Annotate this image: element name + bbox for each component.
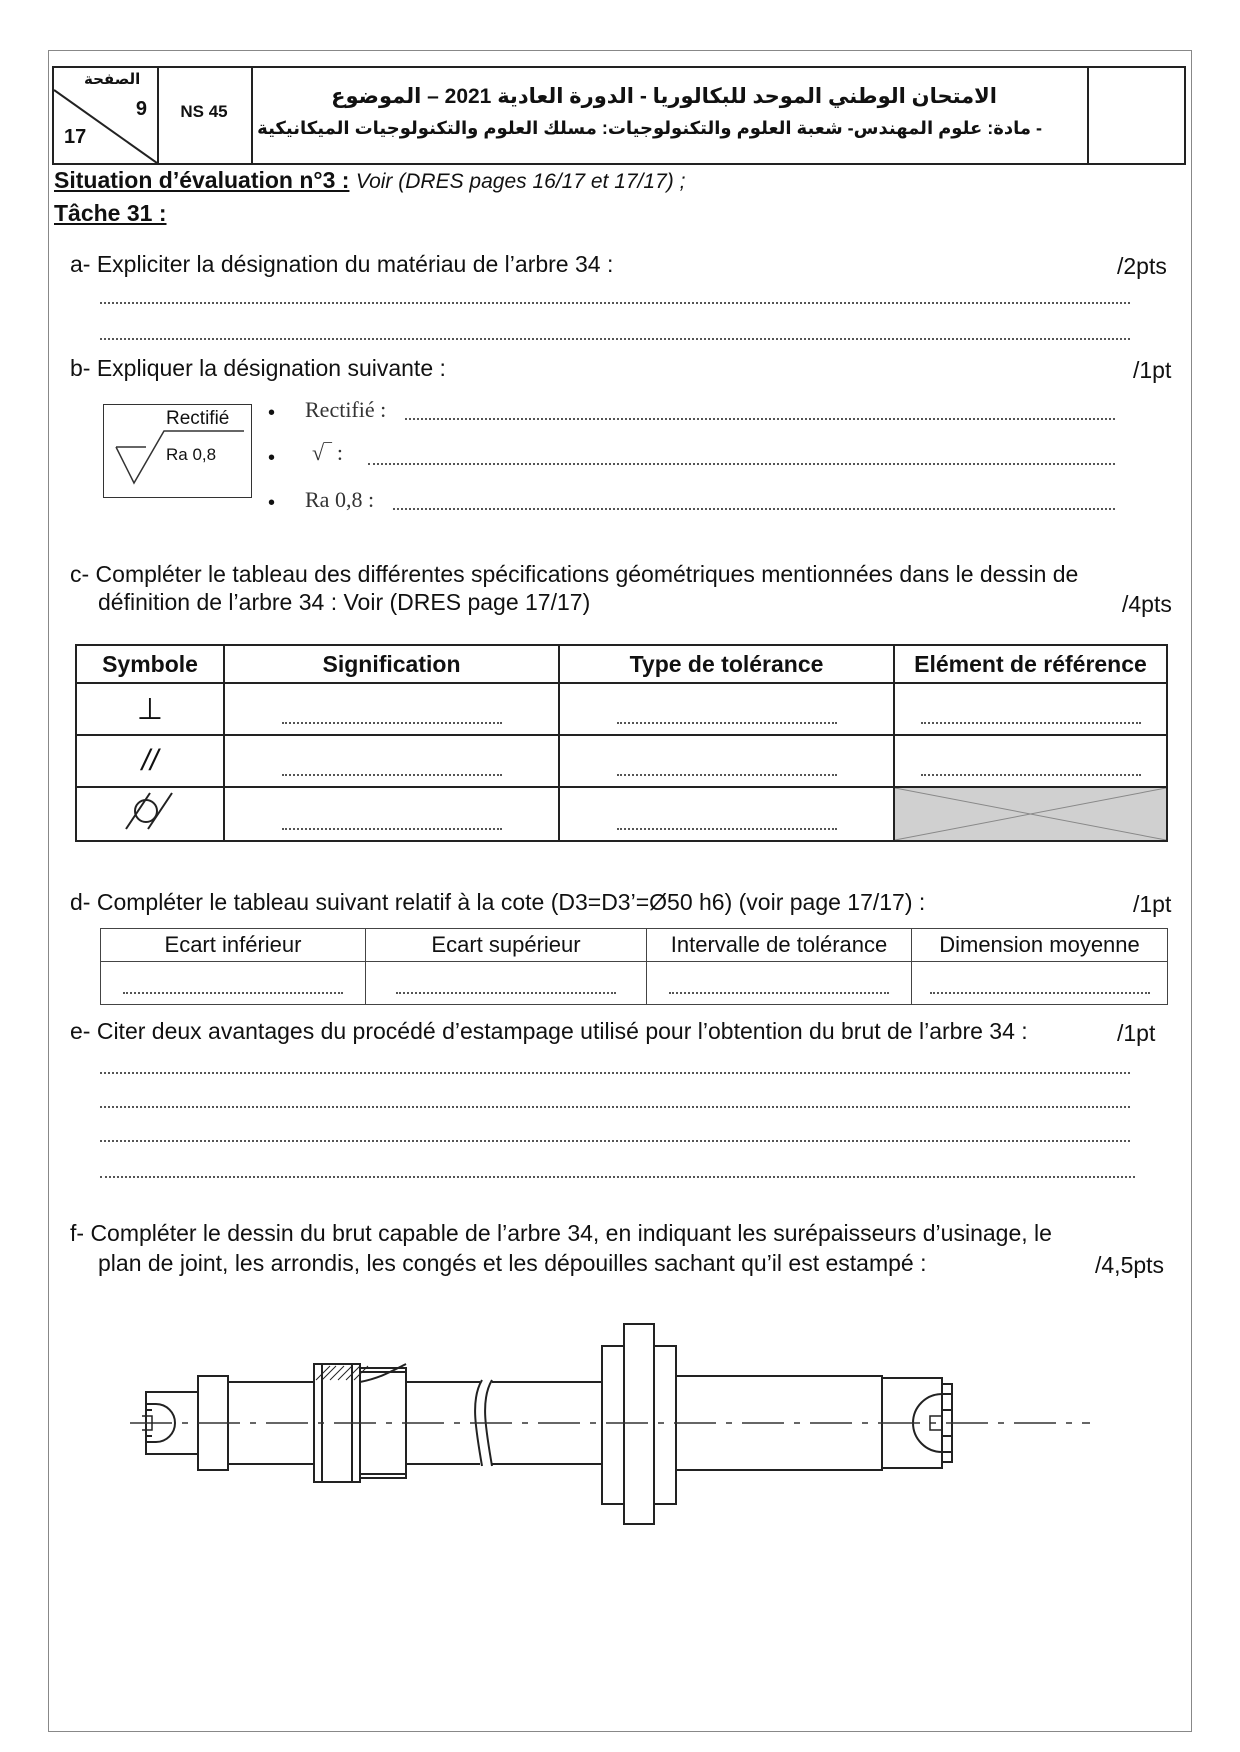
col-header: Signification — [224, 645, 559, 683]
situation-title: Situation d’évaluation n°3 : — [54, 167, 350, 193]
page-total: 17 — [64, 126, 87, 148]
answer-line[interactable] — [100, 302, 1130, 304]
page-number-box — [54, 68, 159, 163]
col-header: Ecart inférieur — [101, 929, 366, 962]
situation-ref: Voir (DRES pages 16/17 et 17/17) ; — [355, 170, 686, 193]
answer-line[interactable] — [368, 463, 1115, 465]
situation-heading — [54, 167, 685, 194]
task-title: Tâche 31 : — [54, 200, 167, 226]
answer-cell[interactable] — [366, 962, 647, 1005]
symbol-rectifie: Rectifié — [166, 408, 230, 429]
answer-line[interactable] — [100, 338, 1130, 340]
question-a: a- Expliciter la désignation du matériau de l’arbre 34 : — [70, 251, 614, 277]
tolerance-table — [100, 928, 1168, 1005]
table-row — [76, 683, 1167, 735]
answer-cell[interactable] — [647, 962, 912, 1005]
answer-cell[interactable] — [559, 683, 894, 735]
cylindricity-icon — [120, 789, 180, 831]
col-header: Ecart supérieur — [366, 929, 647, 962]
page-number: 9 — [135, 98, 147, 120]
question-e-points: /1pt — [1117, 1020, 1156, 1046]
exam-subtitle: - مادة: علوم المهندس- شعبة العلوم والتكنولوجيات: مسلك العلوم والتكنولوجيات الميكانيكية — [257, 118, 1042, 138]
answer-cell[interactable] — [224, 683, 559, 735]
question-d: d- Compléter le tableau suivant relatif à la cote (D3=D3’=Ø50 h6) (voir page 17/17) : — [70, 889, 926, 915]
perpendicularity-symbol: ⊥ — [76, 683, 224, 735]
shaft-drawing — [130, 1320, 1090, 1550]
question-d-points: /1pt — [1133, 891, 1172, 917]
exam-code: NS 45 — [180, 102, 228, 121]
question-f-points: /4,5pts — [1095, 1252, 1165, 1278]
question-f-line1: f- Compléter le dessin du brut capable de l’arbre 34, en indiquant les surépaisseurs d’usinage, le — [70, 1220, 1052, 1246]
question-b: b- Expliquer la désignation suivante : — [70, 355, 446, 381]
answer-cell[interactable] — [894, 735, 1167, 787]
question-e: e- Citer deux avantages du procédé d’estampage utilisé pour l’obtention du brut de l’arbre 34 : — [70, 1018, 1028, 1044]
col-header: Dimension moyenne — [912, 929, 1168, 962]
surface-symbol-box — [103, 404, 252, 498]
col-header: Elément de référence — [894, 645, 1167, 683]
item-roughness-symbol: √‾ : — [312, 440, 344, 465]
answer-line[interactable] — [100, 1176, 1135, 1178]
cylindricity-symbol — [76, 787, 224, 841]
question-c-line1: c- Compléter le tableau des différentes spécifications géométriques mentionnées dans le dessin de — [70, 561, 1079, 587]
table-row — [76, 735, 1167, 787]
answer-line[interactable] — [100, 1140, 1130, 1142]
answer-line[interactable] — [100, 1072, 1130, 1074]
answer-cell[interactable] — [894, 683, 1167, 735]
answer-cell[interactable] — [559, 787, 894, 841]
question-a-points: /2pts — [1117, 253, 1167, 279]
code-box — [157, 68, 253, 163]
answer-cell[interactable] — [912, 962, 1168, 1005]
title-box — [251, 68, 1089, 163]
col-header: Intervalle de tolérance — [647, 929, 912, 962]
answer-line[interactable] — [405, 418, 1115, 420]
question-f-line2: plan de joint, les arrondis, les congés et les dépouilles sachant qu’il est estampé : — [98, 1250, 927, 1276]
parallelism-symbol: // — [76, 735, 224, 787]
bullet: • — [268, 447, 276, 469]
exam-title: الامتحان الوطني الموحد للبكالوريا - الدورة العادية 2021 – الموضوع — [331, 85, 997, 108]
item-rectifie: Rectifié : — [305, 397, 387, 422]
table-row — [101, 962, 1168, 1005]
question-c-points: /4pts — [1122, 591, 1172, 617]
col-header: Symbole — [76, 645, 224, 683]
question-c-line2: définition de l’arbre 34 : Voir (DRES page 17/17) — [98, 589, 591, 615]
geometric-spec-table — [75, 644, 1168, 842]
table-header-row — [101, 929, 1168, 962]
answer-cell[interactable] — [559, 735, 894, 787]
bullet: • — [268, 492, 276, 514]
disabled-cell — [894, 787, 1167, 841]
bullet: • — [268, 402, 276, 424]
symbol-ra: Ra 0,8 — [166, 445, 217, 464]
item-ra: Ra 0,8 : — [305, 487, 375, 512]
answer-cell[interactable] — [224, 735, 559, 787]
question-b-points: /1pt — [1133, 357, 1172, 383]
empty-box — [1087, 68, 1182, 163]
table-header-row — [76, 645, 1167, 683]
page-label: الصفحة — [84, 71, 141, 88]
answer-cell[interactable] — [101, 962, 366, 1005]
exam-header — [52, 66, 1186, 165]
answer-cell[interactable] — [224, 787, 559, 841]
answer-line[interactable] — [393, 508, 1115, 510]
answer-line[interactable] — [100, 1106, 1130, 1108]
cross-out-icon — [895, 788, 1166, 840]
table-row — [76, 787, 1167, 841]
col-header: Type de tolérance — [559, 645, 894, 683]
